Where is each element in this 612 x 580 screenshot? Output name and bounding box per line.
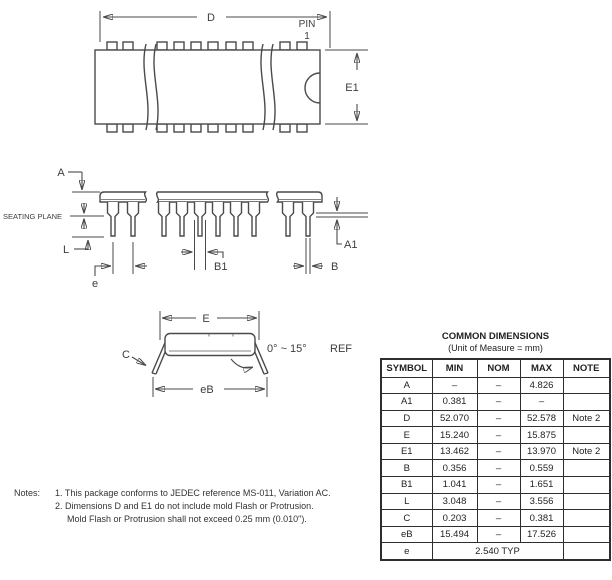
cell-note	[563, 477, 610, 494]
table-row-e	[381, 543, 610, 560]
cell-note	[563, 493, 610, 510]
cell-symbol: A	[381, 377, 432, 394]
b1-dim-label: B1	[214, 261, 228, 273]
cell-nom: –	[477, 443, 520, 460]
cell-min: 0.381	[432, 394, 477, 411]
cell-nom: –	[477, 427, 520, 444]
end-view-drawing	[122, 311, 352, 397]
cell-min: 13.462	[432, 443, 477, 460]
cell-max: 0.559	[520, 460, 563, 477]
table-row	[381, 510, 610, 527]
a-dim-label: A	[57, 167, 65, 179]
table-row	[381, 477, 610, 494]
cell-min: –	[432, 377, 477, 394]
table-row	[381, 526, 610, 543]
cell-symbol: E	[381, 427, 432, 444]
cell-symbol: eB	[381, 526, 432, 543]
l-dim-label: L	[62, 244, 70, 256]
header-max: MAX	[520, 359, 563, 377]
header-nom: NOM	[477, 359, 520, 377]
cell-symbol: C	[381, 510, 432, 527]
cell-symbol: e	[381, 543, 432, 560]
note-line: 2. Dimensions D and E1 do not include mold Flash or Protrusion.	[55, 501, 314, 511]
table-row	[381, 460, 610, 477]
top-view-top-pins	[107, 42, 307, 50]
c-dim-label: C	[122, 349, 130, 361]
table-row	[381, 394, 610, 411]
table-row	[381, 410, 610, 427]
table-row	[381, 427, 610, 444]
cell-min: 0.356	[432, 460, 477, 477]
header-min: MIN	[432, 359, 477, 377]
cell-note	[563, 377, 610, 394]
notes-body	[55, 487, 331, 526]
cell-note: Note 2	[563, 410, 610, 427]
header-symbol: SYMBOL	[381, 359, 432, 377]
cell-nom: –	[477, 510, 520, 527]
cell-nom: –	[477, 394, 520, 411]
note-line: Mold Flash or Protrusion shall not exceed 0.25 mm (0.010").	[67, 514, 307, 524]
cell-symbol: B1	[381, 477, 432, 494]
top-view-drawing	[95, 11, 368, 132]
a1-dim-label: A1	[344, 239, 358, 251]
pin1-label: PIN	[298, 19, 316, 30]
notes-block	[14, 487, 331, 526]
cell-nom: –	[477, 526, 520, 543]
cell-max: –	[520, 394, 563, 411]
angle-label: 0° ~ 15°	[267, 343, 307, 355]
d-dim-label: D	[207, 12, 215, 24]
cell-min: 0.203	[432, 510, 477, 527]
cell-note	[563, 427, 610, 444]
cell-min: 1.041	[432, 477, 477, 494]
cell-symbol: A1	[381, 394, 432, 411]
cell-nom: –	[477, 493, 520, 510]
cell-note	[563, 526, 610, 543]
cell-e-typ: 2.540 TYP	[432, 543, 563, 560]
e-dim-label: e	[91, 278, 99, 290]
cell-max: 17.526	[520, 526, 563, 543]
cell-note	[563, 394, 610, 411]
table-subtitle: (Unit of Measure = mm)	[448, 343, 543, 353]
cell-note	[563, 543, 610, 560]
side-view-leads	[108, 202, 314, 236]
cell-symbol: L	[381, 493, 432, 510]
top-view-bottom-pins	[107, 124, 307, 132]
cell-min: 15.494	[432, 526, 477, 543]
side-view-drawing	[3, 167, 368, 290]
note-line: 1. This package conforms to JEDEC reference MS-011, Variation AC.	[55, 488, 331, 498]
cell-min: 52.070	[432, 410, 477, 427]
cell-symbol: B	[381, 460, 432, 477]
table-row	[381, 443, 610, 460]
common-dimensions-table	[380, 358, 611, 561]
cell-symbol: E1	[381, 443, 432, 460]
cell-max: 52.578	[520, 410, 563, 427]
table-row	[381, 493, 610, 510]
cell-symbol: D	[381, 410, 432, 427]
seating-plane-label: SEATING PLANE	[3, 212, 63, 221]
table-row	[381, 377, 610, 394]
table-title: COMMON DIMENSIONS	[441, 331, 550, 342]
cell-max: 15.875	[520, 427, 563, 444]
cell-note	[563, 510, 610, 527]
package-body-top-view	[95, 50, 320, 124]
b-dim-label: B	[331, 261, 339, 273]
cell-note: Note 2	[563, 443, 610, 460]
cell-max: 1.651	[520, 477, 563, 494]
cell-max: 13.970	[520, 443, 563, 460]
e-width-dim-label: E	[202, 313, 210, 325]
e1-dim-label: E1	[345, 82, 359, 94]
notes-label: Notes:	[14, 488, 41, 498]
table-header-row	[381, 359, 610, 377]
cell-nom: –	[477, 460, 520, 477]
package-body-end-view	[165, 334, 255, 356]
header-note: NOTE	[563, 359, 610, 377]
eb-dim-label: eB	[200, 384, 214, 396]
cell-max: 3.556	[520, 493, 563, 510]
cell-max: 4.826	[520, 377, 563, 394]
cell-nom: –	[477, 477, 520, 494]
pin1-number: 1	[304, 31, 310, 42]
cell-note	[563, 460, 610, 477]
cell-min: 3.048	[432, 493, 477, 510]
ref-label: REF	[330, 343, 352, 355]
cell-max: 0.381	[520, 510, 563, 527]
cell-min: 15.240	[432, 427, 477, 444]
cell-nom: –	[477, 410, 520, 427]
cell-nom: –	[477, 377, 520, 394]
